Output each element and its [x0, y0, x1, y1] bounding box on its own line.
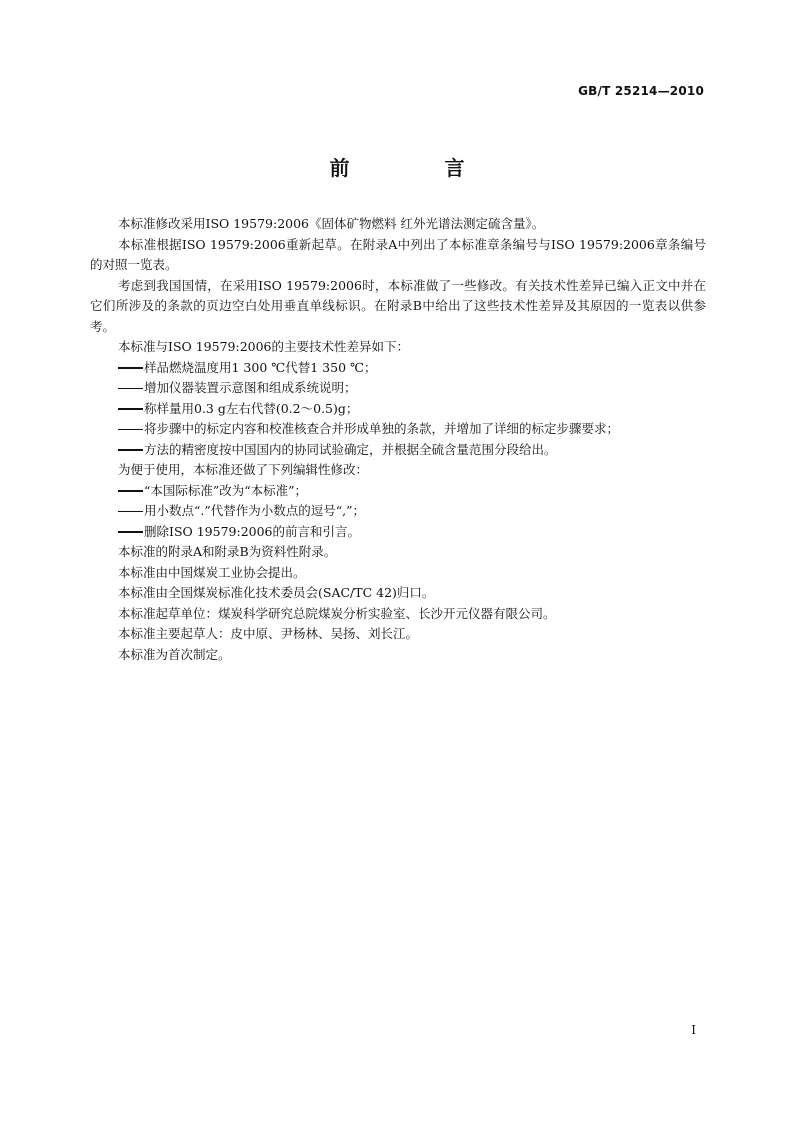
- paragraph-adoption: 本标准修改采用ISO 19579:2006《固体矿物燃料 红外光谱法测定硫含量》。: [118, 216, 545, 231]
- technical-differences-list: [90, 358, 706, 461]
- standard-code: GB/T 25214—2010: [578, 84, 704, 98]
- paragraph-proposer: 本标准由中国煤炭工业协会提出。: [118, 564, 306, 580]
- paragraph-modifications: 考虑到我国国情，在采用ISO 19579:2006时，本标准做了一些修改。有关技术性差异已编入正文中并在它们所涉及的条款的页边空白处用垂直单线标识。在附录B中给出了这些技术性差异及其原因的一览表以供参考。: [90, 277, 706, 334]
- paragraph-annexes: 本标准的附录A和附录B为资料性附录。: [118, 544, 337, 559]
- list-item: 将步骤中的标定内容和校准核查合并形成单独的条款，并增加了详细的标定步骤要求；: [90, 419, 706, 440]
- list-item: 增加仪器装置示意图和组成系统说明；: [90, 378, 706, 399]
- paragraph-drafters: 本标准主要起草人：皮中原、尹杨林、吴扬、刘长江。: [118, 626, 419, 641]
- page-title: 前 言: [329, 156, 509, 180]
- list-item: 方法的精密度按中国国内的协同试验确定，并根据全硫含量范围分段给出。: [90, 440, 706, 461]
- page-number: I: [691, 1023, 696, 1037]
- dash-icon: [118, 367, 143, 369]
- list-item: 称样量用0.3 g左右代替(0.2～0.5)g；: [90, 399, 706, 420]
- dash-icon: [118, 490, 143, 492]
- paragraph-committee: 本标准由全国煤炭标准化技术委员会(SAC/TC 42)归口。: [118, 585, 435, 600]
- dash-icon: [118, 388, 143, 390]
- paragraph-drafting-units: 本标准起草单位：煤炭科学研究总院煤炭分析实验室、长沙开元仪器有限公司。: [118, 605, 556, 621]
- list-item: 删除ISO 19579:2006的前言和引言。: [90, 522, 706, 543]
- paragraph-differences-intro: 本标准与ISO 19579:2006的主要技术性差异如下：: [118, 339, 410, 354]
- paragraph-first-edition: 本标准为首次制定。: [118, 646, 231, 662]
- editorial-changes-list: [90, 481, 706, 543]
- list-item: “本国际标准”改为“本标准”；: [90, 481, 706, 502]
- dash-icon: [118, 511, 143, 513]
- dash-icon: [118, 531, 143, 533]
- dash-icon: [118, 408, 143, 410]
- list-item: 用小数点“.”代替作为小数点的逗号“,”；: [90, 501, 706, 522]
- paragraph-editorial-intro: 为便于使用，本标准还做了下列编辑性修改：: [118, 462, 369, 477]
- document-body: [90, 214, 706, 665]
- dash-icon: [118, 449, 143, 451]
- paragraph-drafting: 本标准根据ISO 19579:2006重新起草。在附录A中列出了本标准章条编号与ISO 19579:2006章条编号的对照一览表。: [90, 236, 706, 272]
- dash-icon: [118, 429, 143, 431]
- list-item: 样品燃烧温度用1 300 ℃代替1 350 ℃；: [90, 358, 706, 379]
